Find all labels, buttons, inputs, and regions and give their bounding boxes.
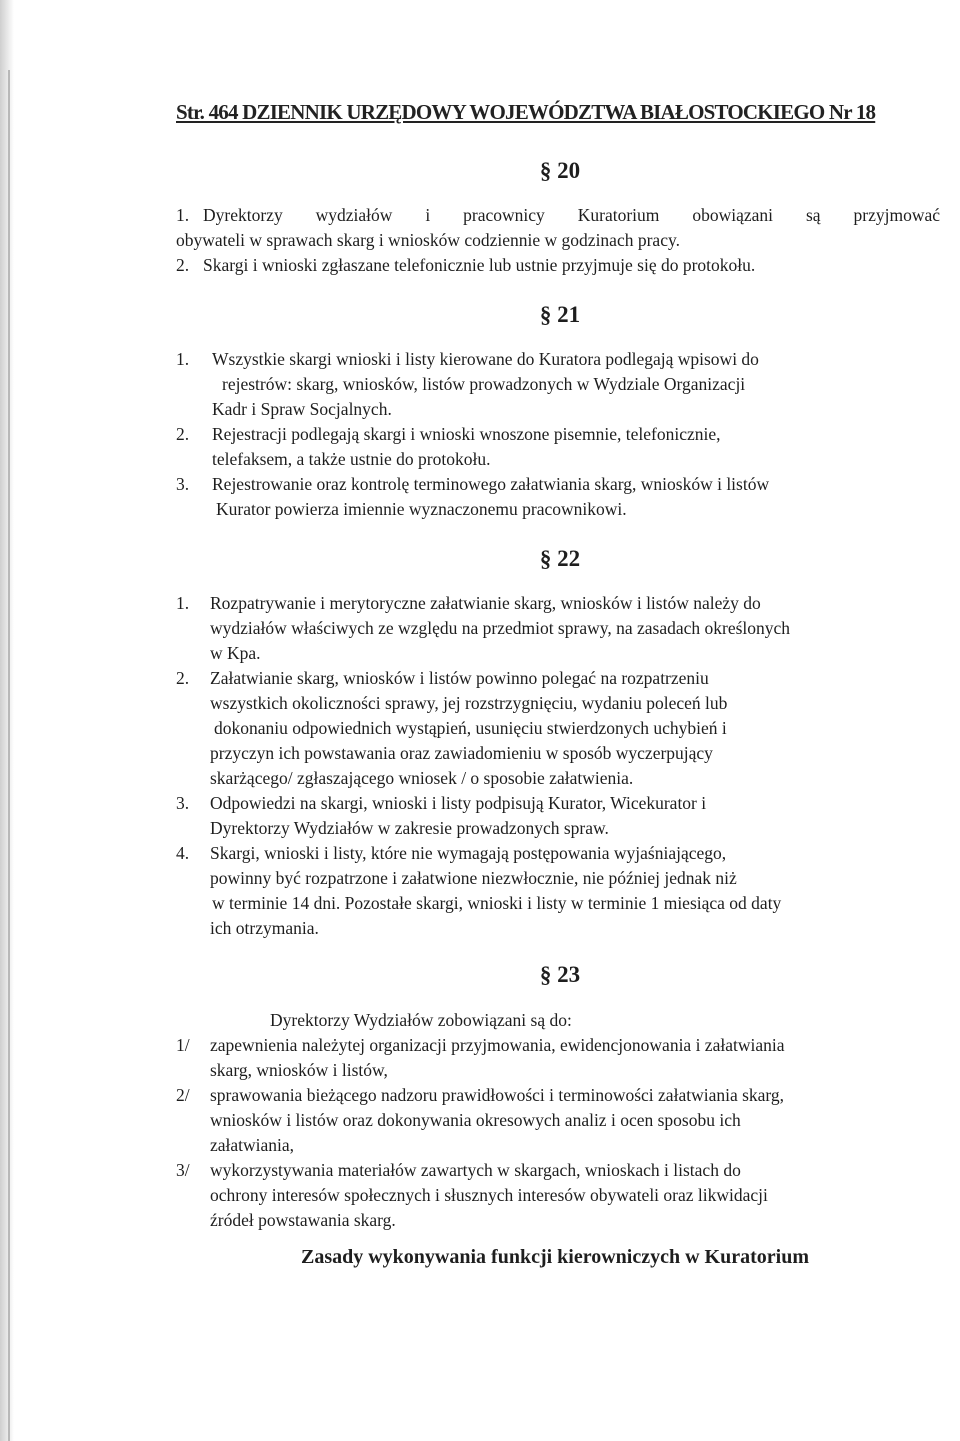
s21-item-2-line-2: telefaksem, a także ustnie do protokołu. <box>212 449 491 469</box>
s22-item-1-num: 1. <box>176 593 190 613</box>
s22-item-4-num: 4. <box>176 843 190 863</box>
s22-item-4-line-4: ich otrzymania. <box>210 918 319 938</box>
s22-item-1-line-2: wydziałów właściwych ze względu na przedmiot sprawy, na zasadach określonych <box>210 618 791 638</box>
s20-item-1-line-1: Dyrektorzy wydziałów i pracownicy Kuratorium obowiązani są przyjmować <box>203 205 940 225</box>
s23-intro: Dyrektorzy Wydziałów zobowiązani są do: <box>270 1010 572 1030</box>
s21-item-1-num: 1. <box>176 349 190 369</box>
s22-item-2-line-5: skarżącego/ zgłaszającego wniosek / o sposobie załatwienia. <box>210 768 634 788</box>
s22-item-2-line-1: Załatwianie skarg, wniosków i listów powinno polegać na rozpatrzeniu <box>210 668 709 688</box>
s21-item-1-line-1: Wszystkie skargi wnioski i listy kierowane do Kuratora podlegają wpisowi do <box>212 349 759 369</box>
s20-item-2-num: 2. <box>176 255 190 275</box>
s23-item-3-line-3: źródeł powstawania skarg. <box>210 1210 396 1230</box>
section-22-title: § 22 <box>539 546 581 571</box>
page-edge-shadow <box>0 0 14 1441</box>
s23-item-1-num: 1/ <box>176 1035 190 1055</box>
s22-item-1-line-3: w Kpa. <box>210 643 261 663</box>
s22-item-2-line-3: dokonaniu odpowiednich wystąpień, usunięciu stwierdzonych uchybień i <box>214 718 727 738</box>
page-header: Str. 464 DZIENNIK URZĘDOWY WOJEWÓDZTWA BIAŁOSTOCKIEGO Nr 18 <box>176 100 876 124</box>
s23-item-3-num: 3/ <box>176 1160 190 1180</box>
s22-item-2-line-4: przyczyn ich powstawania oraz zawiadomieniu w sposób wyczerpujący <box>210 743 713 763</box>
s23-item-1-line-2: skarg, wniosków i listów, <box>210 1060 388 1080</box>
s23-item-1-line-1: zapewnienia należytej organizacji przyjmowania, ewidencjonowania i załatwiania <box>210 1035 785 1055</box>
section-21-title: § 21 <box>539 302 581 327</box>
s23-item-2-num: 2/ <box>176 1085 190 1105</box>
s23-item-2-line-3: załatwiania, <box>210 1135 295 1155</box>
s23-item-3-line-2: ochrony interesów społecznych i słusznych interesów obywateli oraz likwidacji <box>210 1185 768 1205</box>
s21-item-2-line-1: Rejestracji podlegają skargi i wnioski wnoszone pisemnie, telefonicznie, <box>212 424 721 444</box>
page-binding-line <box>8 70 10 1441</box>
s23-item-2-line-2: wniosków i listów oraz dokonywania okresowych analiz i ocen sposobu ich <box>210 1110 741 1130</box>
footer-heading: Zasady wykonywania funkcji kierowniczych w Kuratorium <box>300 1246 809 1268</box>
s20-item-1-num: 1. <box>176 205 190 225</box>
s23-item-3-line-1: wykorzystywania materiałów zawartych w skargach, wnioskach i listach do <box>210 1160 741 1180</box>
s20-item-1-line-2: obywateli w sprawach skarg i wniosków codziennie w godzinach pracy. <box>176 230 680 250</box>
s22-item-2-num: 2. <box>176 668 190 688</box>
s23-item-2-line-1: sprawowania bieżącego nadzoru prawidłowości i terminowości załatwiania skarg, <box>210 1085 785 1105</box>
s22-item-4-line-2: powinny być rozpatrzone i załatwione niezwłocznie, nie później jednak niż <box>210 868 737 888</box>
s21-item-1-line-2: rejestrów: skarg, wniosków, listów prowadzonych w Wydziale Organizacji <box>222 374 746 394</box>
s22-item-1-line-1: Rozpatrywanie i merytoryczne załatwianie skarg, wniosków i listów należy do <box>210 593 761 613</box>
s22-item-2-line-2: wszystkich okoliczności sprawy, jej rozstrzygnięciu, wydaniu poleceń lub <box>210 693 728 713</box>
s22-item-3-line-1: Odpowiedzi na skargi, wnioski i listy podpisują Kurator, Wicekurator i <box>210 793 707 813</box>
s21-item-3-line-2: Kurator powierza imiennie wyznaczonemu pracownikowi. <box>216 499 627 519</box>
s21-item-2-num: 2. <box>176 424 190 444</box>
s21-item-1-line-3: Kadr i Spraw Socjalnych. <box>212 399 392 419</box>
s21-item-3-line-1: Rejestrowanie oraz kontrolę terminowego załatwiania skarg, wniosków i listów <box>212 474 770 494</box>
s21-item-3-num: 3. <box>176 474 190 494</box>
s22-item-4-line-1: Skargi, wnioski i listy, które nie wymagają postępowania wyjaśniającego, <box>210 843 727 863</box>
s22-item-4-line-3: w terminie 14 dni. Pozostałe skargi, wnioski i listy w terminie 1 miesiąca od daty <box>212 893 782 913</box>
s22-item-3-line-2: Dyrektorzy Wydziałów w zakresie prowadzonych spraw. <box>210 818 609 838</box>
section-20-title: § 20 <box>539 158 581 183</box>
s22-item-3-num: 3. <box>176 793 190 813</box>
s20-item-2-line-1: Skargi i wnioski zgłaszane telefonicznie lub ustnie przyjmuje się do protokołu. <box>203 255 756 275</box>
section-23-title: § 23 <box>539 962 581 987</box>
